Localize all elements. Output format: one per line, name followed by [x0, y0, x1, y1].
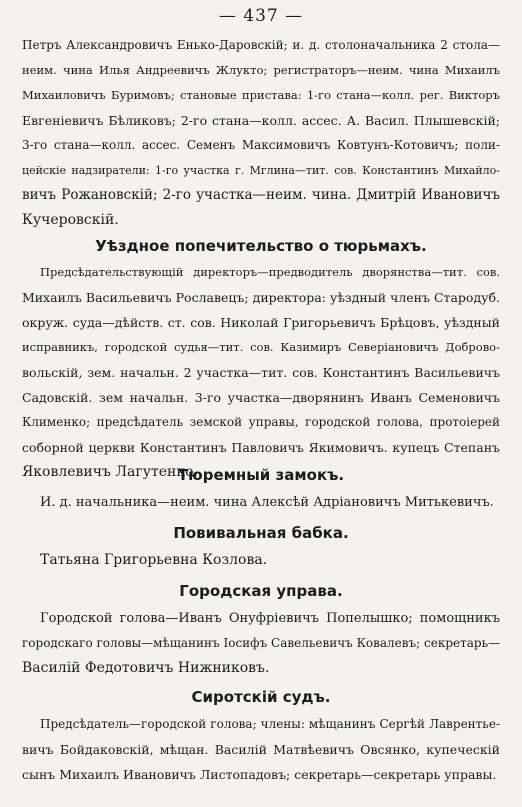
text-line: вольскій, зем. начальн. 2 участка—тит. сов. Константинъ Васильевичъ: [22, 365, 500, 380]
section-midwife: [22, 548, 500, 573]
text-line: Михаиловичъ Буримовъ; становые пристава: 1-го стана—колл. рег. Викторъ: [22, 88, 500, 102]
text-line: городскаго головы—мѣщанинъ Іосифъ Савельевичъ Ковалевъ; секретарь—: [22, 636, 500, 650]
text-line: сынъ Михаилъ Ивановичъ Листопадовъ; секретарь—секретарь управы.: [22, 767, 497, 782]
text-line: 3-го стана—колл. ассес. Семенъ Максимовичъ Ковтунъ-Котовичъ; поли-: [22, 138, 500, 152]
text-line: Василій Федотовичъ Нижниковъ.: [22, 660, 270, 676]
text-line: вичъ Рожановскій; 2-го участка—неим. чина. Дмитрій Ивановичъ: [22, 187, 500, 203]
section-heading: Городская управа.: [179, 582, 343, 600]
text-line: исправникъ, городской судья—тит. сов. Казимиръ Северіановичъ Доброво-: [22, 340, 500, 354]
text-line: Михаилъ Васильевичъ Рославецъ; директора: уѣздный членъ Стародуб.: [22, 290, 500, 305]
text-line: Клименко; предсѣдатель земской управы, городской голова, протоіерей: [22, 415, 500, 429]
text-line: Садовскій. зем начальн. 3-го участка—дворянинъ Иванъ Семеновичъ: [22, 390, 500, 405]
text-line: Яковлевичъ Лагутенко.: [22, 464, 198, 480]
text-line: Татьяна Григорьевна Козлова.: [40, 552, 268, 568]
section-city-board: [22, 606, 500, 681]
text-line: Городской голова—Иванъ Онуфріевичъ Попелышко; помощникъ: [40, 611, 500, 626]
text-line: Кучеровскій.: [22, 212, 119, 228]
text-line: Предсѣдательствующій директоръ—предводитель дворянства—тит. сов.: [40, 265, 500, 279]
section-heading: Сиротскій судъ.: [191, 688, 331, 706]
section-heading: Уѣздное попечительство о тюрьмахъ.: [95, 237, 427, 255]
section-prison-castle: [22, 490, 500, 515]
text-line: Петръ Александровичъ Енько-Даровскій; и. д. столоначальника 2 стола—: [22, 38, 500, 52]
text-line: неим. чина Илья Андреевичъ Жлукто; регистраторъ—неим. чина Михаилъ: [22, 63, 500, 77]
section-prison-trusteeship: [22, 260, 500, 485]
text-line: Предсѣдатель—городской голова; члены: мѣщанинъ Сергѣй Лаврентье-: [40, 717, 500, 731]
text-line: окруж. суда—дѣйств. ст. сов. Николай Григорьевичъ Брѣцовъ, уѣздный: [22, 315, 500, 330]
text-line: И. д. начальника—неим. чина Алексѣй Адріановичъ Митькевичъ.: [40, 495, 494, 510]
text-line: вичъ Бойдаковскій, мѣщан. Василій Матвѣевичъ Овсянко, купеческій: [22, 742, 500, 757]
section-continuation: [22, 33, 500, 233]
section-heading: Тюремный замокъ.: [177, 466, 345, 484]
section-heading: Повивальная бабка.: [173, 524, 349, 542]
section-orphan-court: [22, 712, 500, 787]
page-number: — 437 —: [218, 6, 304, 26]
text-line: Евгеніевичъ Бѣликовъ; 2-го стана—колл. ассес. А. Васил. Плышевскій;: [22, 113, 500, 128]
text-line: цейскіе надзиратели: 1-го участка г. Мглина—тит. сов. Константинъ Михайло-: [22, 164, 500, 177]
text-line: соборной церкви Константинъ Павловичъ Якимовичъ. купецъ Степанъ: [22, 440, 500, 455]
